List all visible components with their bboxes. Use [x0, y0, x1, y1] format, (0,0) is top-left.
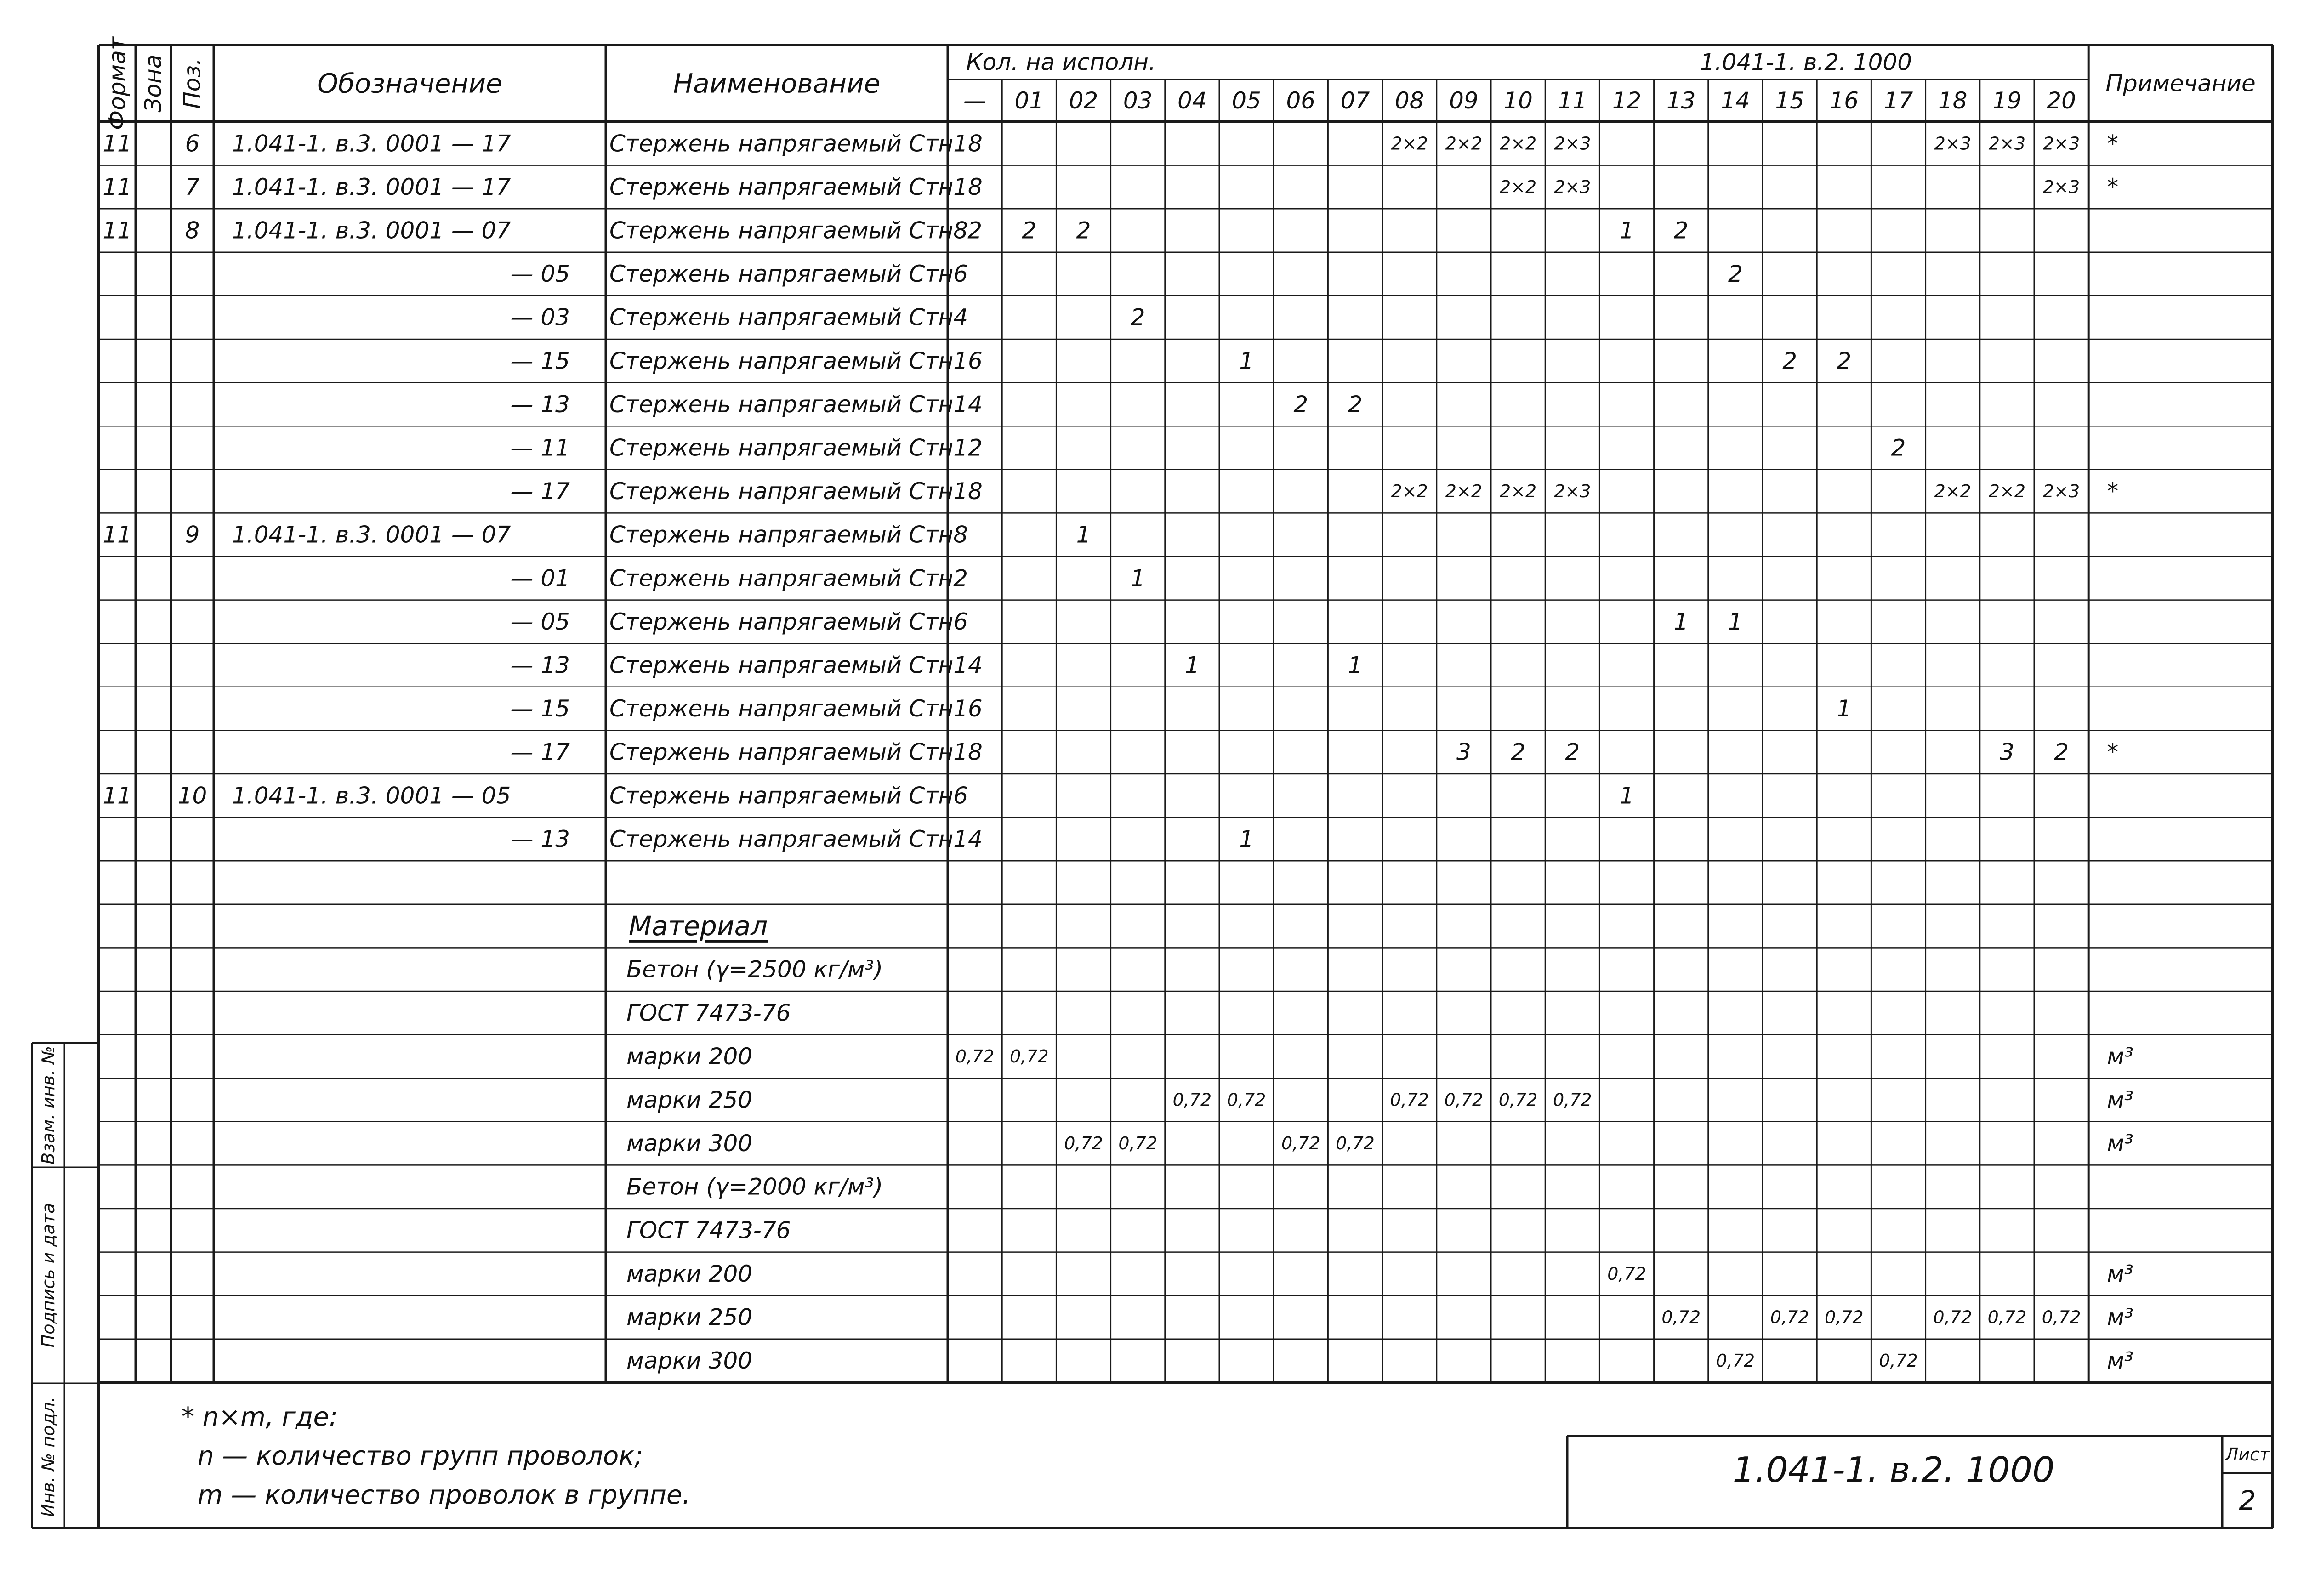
cell-quantity: 0,72: [2042, 1307, 2081, 1328]
cell-note: *: [2107, 130, 2119, 157]
cell-designation: 1.041-1. в.3. 0001 — 17: [232, 130, 511, 157]
stamp-sheet-number: 2: [2239, 1485, 2256, 1516]
cell-name: марки 200: [626, 1260, 753, 1287]
cell-name: марки 250: [626, 1304, 753, 1331]
header-variant: 09: [1449, 87, 1479, 114]
cell-quantity: 0,72: [1987, 1307, 2027, 1328]
cell-name: Стержень напрягаемый Стн14: [609, 652, 983, 679]
cell-quantity: 2×2: [1391, 481, 1428, 502]
cell-quantity: 2: [1673, 217, 1689, 244]
cell-designation: — 13: [510, 391, 570, 418]
stamp-doc-number: 1.041-1. в.2. 1000: [1732, 1449, 2055, 1490]
cell-quantity: 2: [1130, 304, 1145, 331]
side-label-signature: Подпись и дата: [38, 1203, 58, 1348]
cell-name: Стержень напрягаемый Стн6: [609, 782, 968, 809]
side-label-inventory: Инв. № подл.: [38, 1396, 58, 1517]
cell-quantity: 0,72: [1553, 1090, 1592, 1110]
cell-quantity: 3: [1999, 738, 2014, 766]
cell-note: м³: [2107, 1304, 2133, 1331]
cell-designation: 1.041-1. в.3. 0001 — 07: [232, 521, 511, 548]
cell-note: *: [2107, 173, 2119, 200]
cell-quantity: 0,72: [1879, 1351, 1918, 1371]
cell-note: м³: [2107, 1347, 2133, 1374]
cell-quantity: 0,72: [1716, 1351, 1755, 1371]
header-variant: 12: [1612, 87, 1642, 114]
header-variant: 03: [1123, 87, 1153, 114]
cell-quantity: 0,72: [955, 1046, 995, 1067]
cell-quantity: 0,72: [1498, 1090, 1538, 1110]
cell-quantity: 2×2: [1499, 176, 1537, 197]
cell-quantity: 2×3: [1988, 133, 2026, 154]
cell-note: м³: [2107, 1260, 2133, 1287]
cell-quantity: 1: [1076, 521, 1091, 548]
cell-quantity: 3: [1456, 738, 1471, 766]
cell-name: Стержень напрягаемый Стн6: [609, 261, 968, 288]
cell-designation: — 05: [510, 608, 570, 635]
cell-name: марки 200: [626, 1043, 753, 1070]
cell-quantity: 0,72: [1661, 1307, 1701, 1328]
cell-quantity: 1: [1130, 565, 1145, 592]
cell-quantity: 2: [2054, 738, 2069, 766]
header-name: Наименование: [673, 68, 881, 99]
header-variant: 15: [1775, 87, 1804, 114]
cell-name: марки 300: [626, 1130, 753, 1157]
header-variant: 17: [1883, 87, 1913, 114]
cell-name: марки 250: [626, 1086, 753, 1113]
footnote-line: n — количество групп проволок;: [198, 1441, 643, 1471]
cell-designation: — 05: [510, 261, 570, 288]
cell-quantity: 2: [1728, 261, 1743, 288]
cell-quantity: 0,72: [1444, 1090, 1484, 1110]
header-variant: 02: [1069, 87, 1098, 114]
cell-quantity: 1: [1184, 652, 1200, 679]
header-quantity: Кол. на исполн.: [966, 49, 1156, 76]
cell-quantity: 2×3: [1554, 481, 1591, 502]
cell-designation: — 17: [510, 738, 570, 766]
cell-quantity: 1: [1239, 825, 1254, 852]
cell-quantity: 2×2: [1499, 133, 1537, 154]
cell-name: Стержень напрягаемый Стн2: [609, 565, 968, 592]
cell-name: Стержень напрягаемый Стн18: [609, 173, 983, 200]
header-position: Поз.: [179, 58, 206, 109]
cell-format: 11: [102, 130, 132, 157]
cell-quantity: 2×3: [1554, 176, 1591, 197]
cell-designation: 1.041-1. в.3. 0001 — 17: [232, 173, 511, 200]
cell-quantity: 2: [1511, 738, 1526, 766]
cell-designation: — 17: [510, 478, 570, 505]
header-variant: 19: [1992, 87, 2022, 114]
cell-position: 8: [185, 217, 200, 244]
cell-quantity: 2: [1076, 217, 1091, 244]
header-note: Примечание: [2105, 70, 2256, 97]
cell-note: м³: [2107, 1086, 2133, 1113]
cell-quantity: 2: [1891, 434, 1906, 461]
cell-name: Бетон (γ=2500 кг/м³): [626, 956, 883, 983]
cell-quantity: 0,72: [1824, 1307, 1864, 1328]
cell-position: 6: [185, 130, 200, 157]
cell-name: Стержень напрягаемый Стн16: [609, 347, 983, 375]
cell-name: Бетон (γ=2000 кг/м³): [626, 1173, 883, 1200]
cell-position: 10: [177, 782, 207, 809]
cell-quantity: 2×3: [1934, 133, 1971, 154]
header-variant: 01: [1014, 87, 1044, 114]
cell-quantity: 2×2: [1988, 481, 2026, 502]
cell-designation: — 13: [510, 652, 570, 679]
cell-name: Стержень напрягаемый Стн14: [609, 825, 983, 852]
cell-designation: — 03: [510, 304, 570, 331]
cell-quantity: 2×2: [1445, 481, 1483, 502]
cell-quantity: 1: [1728, 608, 1743, 635]
header-variant: —: [963, 87, 987, 114]
cell-format: 11: [102, 782, 132, 809]
cell-name: Стержень напрягаемый Стн18: [609, 130, 983, 157]
header-variant: 18: [1938, 87, 1968, 114]
cell-name: Материал: [629, 910, 768, 942]
header-format: Формат: [104, 37, 131, 130]
cell-quantity: 1: [1619, 217, 1634, 244]
cell-quantity: 2×3: [1554, 133, 1591, 154]
cell-designation: — 11: [510, 434, 570, 461]
header-variant: 20: [2047, 87, 2076, 114]
cell-quantity: 0,72: [1064, 1133, 1103, 1154]
cell-note: м³: [2107, 1043, 2133, 1070]
cell-quantity: 2: [967, 217, 983, 244]
header-variant: 08: [1394, 87, 1424, 114]
cell-quantity: 0,72: [1227, 1090, 1266, 1110]
cell-name: Стержень напрягаемый Стн8: [609, 521, 968, 548]
cell-format: 11: [102, 521, 132, 548]
cell-quantity: 2: [1837, 347, 1852, 375]
cell-quantity: 0,72: [1770, 1307, 1809, 1328]
cell-designation: — 15: [510, 347, 570, 375]
cell-position: 7: [185, 173, 200, 200]
cell-designation: 1.041-1. в.3. 0001 — 07: [232, 217, 511, 244]
stamp-sheet-label: Лист: [2225, 1444, 2270, 1465]
cell-quantity: 2×3: [2042, 133, 2080, 154]
header-variant: 07: [1340, 87, 1370, 114]
cell-quantity: 2×3: [2042, 176, 2080, 197]
cell-quantity: 0,72: [1607, 1263, 1646, 1284]
cell-quantity: 2: [1782, 347, 1797, 375]
header-variant: 13: [1666, 87, 1696, 114]
cell-note: *: [2107, 738, 2119, 766]
cell-quantity: 2×2: [1445, 133, 1483, 154]
cell-name: Стержень напрягаемый Стн16: [609, 695, 983, 722]
cell-note: м³: [2107, 1130, 2133, 1157]
cell-quantity: 2: [1022, 217, 1037, 244]
cell-format: 11: [102, 173, 132, 200]
cell-quantity: 1: [1619, 782, 1634, 809]
cell-quantity: 1: [1837, 695, 1852, 722]
cell-designation: — 13: [510, 825, 570, 852]
cell-name: Стержень напрягаемый Стн12: [609, 434, 983, 461]
header-doc-ref: 1.041-1. в.2. 1000: [1700, 49, 1912, 76]
cell-position: 9: [185, 521, 200, 548]
header-variant: 05: [1232, 87, 1261, 114]
cell-quantity: 1: [1348, 652, 1363, 679]
cell-quantity: 0,72: [1118, 1133, 1158, 1154]
cell-name: Стержень напрягаемый Стн8: [609, 217, 968, 244]
cell-quantity: 0,72: [1172, 1090, 1212, 1110]
cell-designation: — 15: [510, 695, 570, 722]
cell-quantity: 2×3: [2042, 481, 2080, 502]
cell-name: ГОСТ 7473-76: [626, 1217, 791, 1244]
header-variant: 06: [1286, 87, 1316, 114]
header-variant: 04: [1177, 87, 1207, 114]
cell-quantity: 1: [1239, 347, 1254, 375]
header-variant: 11: [1558, 87, 1587, 114]
cell-name: Стержень напрягаемый Стн14: [609, 391, 983, 418]
cell-name: Стержень напрягаемый Стн4: [609, 304, 968, 331]
cell-quantity: 2: [1293, 391, 1308, 418]
cell-quantity: 0,72: [1390, 1090, 1429, 1110]
header-zone: Зона: [140, 54, 167, 113]
cell-name: Стержень напрягаемый Стн18: [609, 478, 983, 505]
header-variant: 16: [1829, 87, 1859, 114]
cell-quantity: 1: [1673, 608, 1689, 635]
cell-quantity: 2×2: [1499, 481, 1537, 502]
cell-quantity: 2×2: [1934, 481, 1971, 502]
header-designation: Обозначение: [317, 68, 502, 99]
cell-quantity: 0,72: [1281, 1133, 1320, 1154]
cell-quantity: 0,72: [1009, 1046, 1049, 1067]
cell-note: *: [2107, 478, 2119, 505]
cell-quantity: 0,72: [1933, 1307, 1973, 1328]
cell-name: марки 300: [626, 1347, 753, 1374]
footnote-line: m — количество проволок в группе.: [198, 1480, 691, 1510]
cell-format: 11: [102, 217, 132, 244]
cell-designation: 1.041-1. в.3. 0001 — 05: [232, 782, 511, 809]
footnote-line: * n×m, где:: [182, 1402, 338, 1432]
header-variant: 14: [1721, 87, 1750, 114]
side-label-replacement: Взам. инв. №: [38, 1045, 58, 1165]
header-variant: 10: [1503, 87, 1533, 114]
cell-quantity: 2×2: [1391, 133, 1428, 154]
cell-name: Стержень напрягаемый Стн6: [609, 608, 968, 635]
cell-designation: — 01: [510, 565, 570, 592]
cell-name: Стержень напрягаемый Стн18: [609, 738, 983, 766]
cell-name: ГОСТ 7473-76: [626, 1000, 791, 1027]
cell-quantity: 2: [1348, 391, 1363, 418]
cell-quantity: 2: [1565, 738, 1580, 766]
cell-quantity: 0,72: [1336, 1133, 1375, 1154]
